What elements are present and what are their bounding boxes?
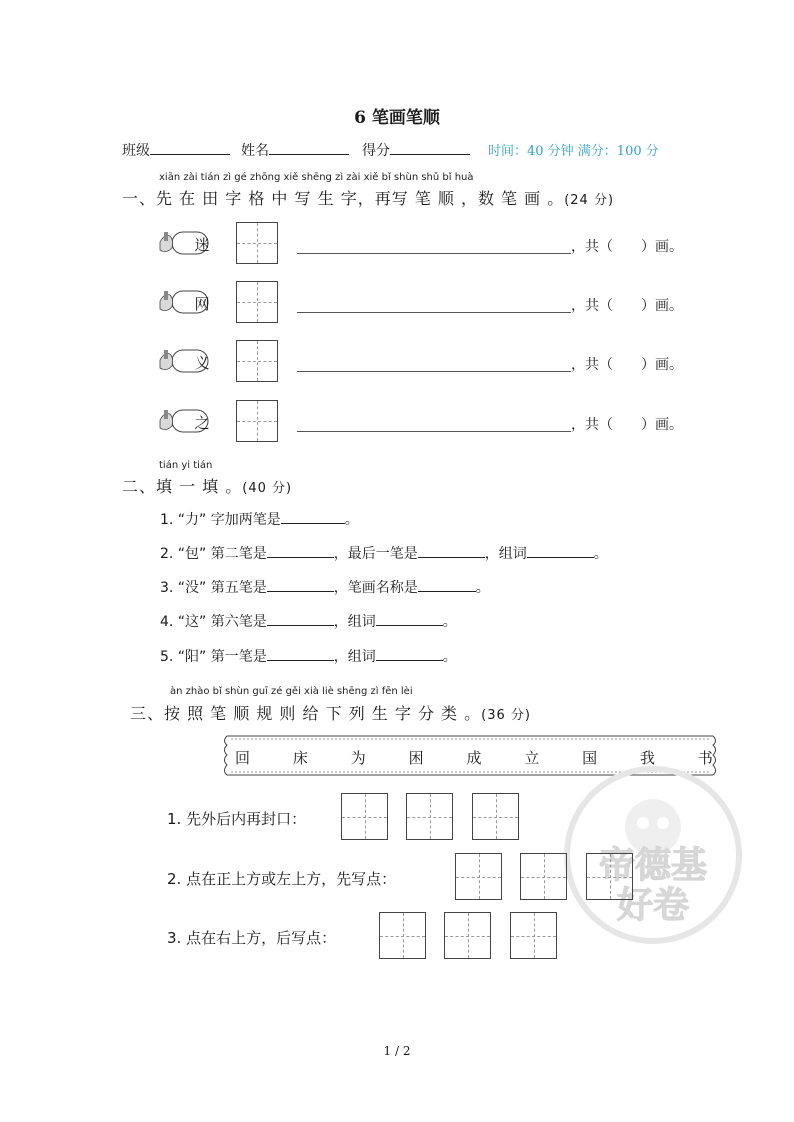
name-field [241, 140, 349, 160]
class-label: 班级 [122, 143, 150, 159]
band-char: 为 [350, 749, 366, 767]
answer-blank[interactable] [267, 612, 334, 626]
watermark-line2: 好卷 [616, 885, 690, 926]
answer-blank[interactable] [267, 544, 334, 558]
band-char: 书 [697, 749, 713, 767]
name-label: 姓名 [241, 143, 269, 159]
answer-blank[interactable] [376, 612, 443, 626]
tag-char: 迷 [194, 236, 210, 254]
band-char: 立 [524, 749, 540, 767]
tag-char: 网 [194, 295, 210, 313]
band-char: 回 [235, 749, 251, 767]
stroke-order-line[interactable] [297, 371, 571, 372]
answer-blank[interactable] [376, 647, 443, 661]
section2-heading: 二、填 一 填 。(40 分) [122, 477, 293, 496]
band-char: 我 [640, 749, 656, 767]
answer-blank[interactable] [418, 578, 476, 592]
fill-item-2: 2. “包” 第二笔是 ，最后一笔是 ，组词 。 [160, 546, 608, 562]
tian-grid[interactable] [236, 400, 278, 442]
tag-char: 之 [194, 414, 210, 432]
answer-blank[interactable] [418, 544, 485, 558]
section2-pinyin: tián yi tián [159, 460, 213, 471]
answer-blank[interactable] [267, 647, 334, 661]
tian-grid[interactable] [341, 793, 388, 840]
time-info: 时间：40 分钟 满分：100 分 [488, 144, 659, 159]
stroke-count-text: ，共（ ）画。 [571, 239, 683, 255]
tian-grid[interactable] [406, 793, 453, 840]
watermark-line1: 帝德基 [598, 845, 708, 886]
stroke-count-text: ，共（ ）画。 [571, 298, 683, 314]
tian-grid[interactable] [455, 853, 502, 900]
tag-char: 义 [194, 354, 210, 372]
section2-score: (40 分) [242, 481, 293, 496]
category-label: 2. 点在正上方或左上方，先写点： [167, 870, 397, 888]
tian-grid[interactable] [236, 340, 278, 382]
section1-heading: 一、先 在 田 字 格 中 写 生 字，再写 笔 顺 ，数 笔 画 。(24 分) [122, 189, 615, 208]
answer-blank[interactable] [281, 510, 345, 524]
score-label: 得分 [362, 143, 390, 159]
band-char: 床 [292, 749, 308, 767]
page-title: 6 笔画笔顺 [354, 108, 440, 128]
tian-grid[interactable] [472, 793, 519, 840]
band-char: 国 [582, 749, 598, 767]
tian-grid[interactable] [586, 853, 633, 900]
fill-item-5: 5. “阳” 第一笔是 ，组词 。 [160, 649, 457, 665]
answer-blank[interactable] [267, 578, 334, 592]
tian-grid[interactable] [236, 222, 278, 264]
band-char: 困 [408, 749, 424, 767]
section3-heading: 三、按 照 笔 顺 规 则 给 下 列 生 字 分 类 。(36 分) [130, 704, 531, 723]
score-blank[interactable] [390, 142, 470, 155]
name-blank[interactable] [269, 142, 349, 155]
tian-grid[interactable] [520, 853, 567, 900]
score-field [362, 140, 470, 160]
section3-score: (36 分) [481, 708, 531, 723]
stroke-order-line[interactable] [297, 431, 571, 432]
section3-pinyin: àn zhào bǐ shùn guī zé gěi xià liè shēng zì fēn lèi [170, 686, 413, 697]
category-label: 1. 先外后内再封口： [167, 810, 307, 828]
fill-item-4: 4. “这” 第六笔是 ，组词 。 [160, 614, 457, 630]
tian-grid[interactable] [444, 912, 491, 959]
class-field [122, 140, 230, 160]
category-label: 3. 点在右上方，后写点： [167, 929, 337, 947]
answer-blank[interactable] [527, 544, 594, 558]
stroke-order-line[interactable] [297, 253, 571, 254]
section1-score: (24 分) [564, 193, 615, 208]
stroke-count-text: ，共（ ）画。 [571, 357, 683, 373]
tian-grid[interactable] [379, 912, 426, 959]
tian-grid[interactable] [510, 912, 557, 959]
tian-grid[interactable] [236, 281, 278, 323]
band-char: 成 [466, 749, 482, 767]
fill-item-1: 1. “力” 字加两笔是 。 [160, 512, 359, 528]
stroke-count-text: ，共（ ）画。 [571, 417, 683, 433]
class-blank[interactable] [150, 142, 230, 155]
page-number: 1 / 2 [383, 1044, 411, 1058]
fill-item-3: 3. “没” 第五笔是 ，笔画名称是 。 [160, 580, 490, 596]
section1-pinyin: xiān zài tián zì gé zhōng xiě shēng zì zài xiě bǐ shùn shǔ bǐ huà [159, 172, 474, 183]
stroke-order-line[interactable] [297, 312, 571, 313]
